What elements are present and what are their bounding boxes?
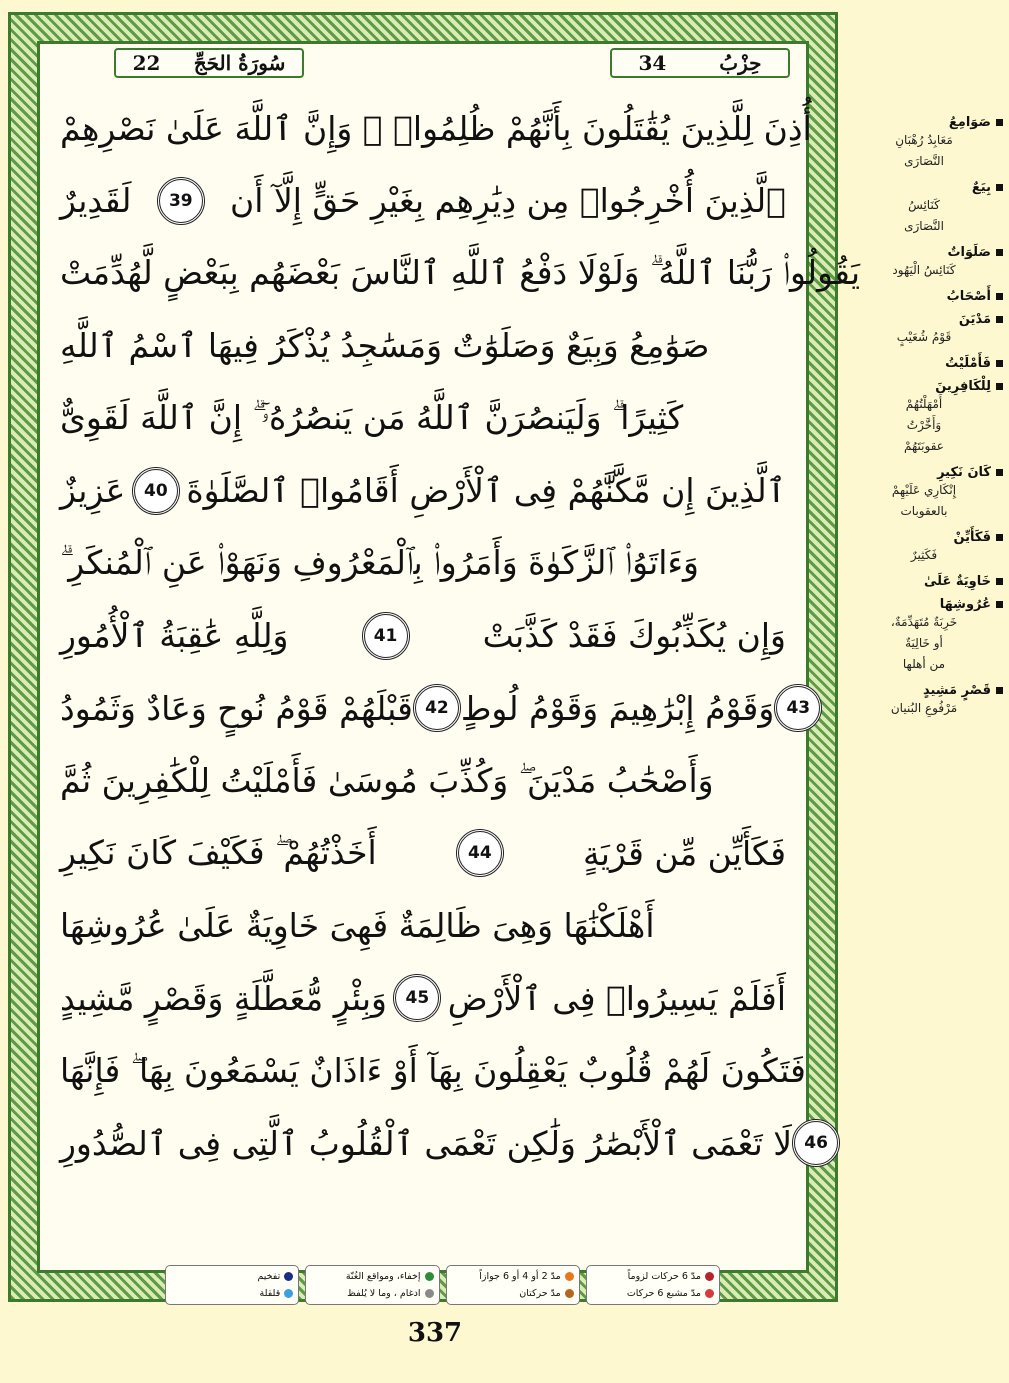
legend-label: مدّ 6 حركات لزوماً: [627, 1271, 701, 1282]
line-text: صَوَٰمِعُ وَبِيَعٌ وَصَلَوَٰتٌ وَمَسَٰجِدُ يُذْكَرُ فِيهَا ٱسْمُ ٱللَّهِ: [60, 326, 710, 366]
quran-text: [60, 92, 861, 1180]
line-text: أُذِنَ لِلَّذِينَ يُقَٰتَلُونَ بِأَنَّهُمْ ظُلِمُوا۟ ۚ وَإِنَّ ٱللَّهَ عَلَىٰ نَصْرِهِمْ: [60, 108, 812, 148]
glossary-entry: [845, 574, 1003, 589]
glossary-term: قَصْرٍ مَشِيدٍ: [845, 683, 1003, 698]
color-dot-icon: [565, 1272, 574, 1281]
line-text: أَهْلَكْنَٰهَا وَهِىَ ظَالِمَةٌ فَهِىَ خَاوِيَةٌ عَلَىٰ عُرُوشِهَا: [60, 906, 655, 946]
glossary-definition: كَنَائِسُ الْيَهُود: [892, 263, 956, 277]
legend-item: [311, 1271, 433, 1282]
ayah-line: [60, 92, 812, 165]
ayah-line: [60, 310, 786, 383]
surah-header: [114, 48, 304, 78]
line-text: قَبْلَهُمْ قَوْمُ نُوحٍ وَعَادٌ وَثَمُودُ: [60, 688, 413, 728]
ayah-number-marker: 41: [362, 612, 410, 660]
glossary-definition: مَرْفُوعِ البُنيان: [890, 701, 958, 715]
ayah-line: [60, 165, 786, 238]
line-text: وَقَوْمُ إِبْرَٰهِيمَ وَقَوْمُ لُوطٍ: [460, 688, 775, 728]
glossary-definition: خَرِبَةٌ مُتَهَدِّمَةٌ، أو خَالِيَةٌ من أهلها: [890, 615, 958, 671]
legend-column: [586, 1265, 720, 1305]
line-text: لَقَدِيرٌ: [60, 181, 132, 221]
legend-column: [446, 1265, 580, 1305]
legend-column: [165, 1265, 299, 1305]
color-dot-icon: [425, 1289, 434, 1298]
glossary-sidebar: [845, 115, 1003, 727]
ayah-number-marker: 45: [393, 974, 441, 1022]
hizb-label: حِزْبُ: [719, 51, 762, 75]
glossary-definition: مَعَابِدُ رُهْبَانِ النَّصَارَى: [895, 133, 953, 168]
glossary-definition: قَوْمُ شُعَيْبٍ: [896, 330, 952, 344]
color-dot-icon: [284, 1272, 293, 1281]
ayah-number-marker: 44: [456, 829, 504, 877]
line-text: ٱلَّذِينَ أُخْرِجُوا۟ مِن دِيَٰرِهِم بِغَيْرِ حَقٍّ إِلَّآ أَن: [230, 181, 786, 221]
glossary-term: مَدْيَنَ: [845, 312, 1003, 327]
ayah-line: [60, 455, 786, 528]
glossary-entry: [845, 465, 1003, 522]
glossary-term: كَانَ نَكِيرِ: [845, 465, 1003, 480]
glossary-term: فَأَمْلَيْتُ: [845, 356, 1003, 371]
line-text: وَءَاتَوُا۟ ٱلزَّكَوٰةَ وَأَمَرُوا۟ بِٱلْمَعْرُوفِ وَنَهَوْا۟ عَنِ ٱلْمُنكَرِ ۗ: [60, 543, 699, 583]
color-dot-icon: [705, 1289, 714, 1298]
glossary-term: خَاوِيَةٌ عَلَىٰ: [845, 574, 1003, 589]
ayah-line: [60, 237, 861, 310]
legend-label: إخفاء، ومواقع الغُنّة: [345, 1271, 421, 1282]
line-text: عَزِيزٌ: [60, 471, 126, 511]
ayah-number-marker: 40: [132, 467, 180, 515]
glossary-definition: أَمْهَلْتُهُمْ وَأَخَّرْتُ عقوبَتَهُمْ: [904, 397, 944, 453]
ayah-line: [60, 962, 786, 1035]
glossary-entry: [845, 180, 1003, 237]
glossary-term: أَصْحَابُ: [845, 289, 1003, 304]
glossary-term: لِلْكَافِرِينَ: [845, 379, 1003, 394]
color-dot-icon: [425, 1272, 434, 1281]
legend-item: [171, 1271, 293, 1282]
line-text: أَفَلَمْ يَسِيرُوا۟ فِى ٱلْأَرْضِ: [447, 978, 786, 1018]
page-header: [40, 44, 806, 84]
glossary-definition: كَنَائِسُ النَّصَارَى: [904, 198, 944, 233]
surah-number: 22: [132, 51, 161, 75]
legend-item: [452, 1271, 574, 1282]
legend-item: [592, 1288, 714, 1299]
line-text: وَأَصْحَٰبُ مَدْيَنَ ۖ وَكُذِّبَ مُوسَىٰ فَأَمْلَيْتُ لِلْكَٰفِرِينَ ثُمَّ: [60, 760, 714, 800]
page-number: 337: [407, 1318, 463, 1348]
glossary-definition: فَكَثِيرٌ: [910, 548, 938, 562]
ayah-line: [60, 1035, 806, 1108]
tajweed-legend: [165, 1265, 720, 1305]
hizb-header: [610, 48, 790, 78]
line-text: فَتَكُونَ لَهُمْ قُلُوبٌ يَعْقِلُونَ بِهَآ أَوْ ءَاذَانٌ يَسْمَعُونَ بِهَا ۖ فَإِنَّهَا: [60, 1050, 806, 1090]
ayah-line: [60, 817, 786, 890]
glossary-entry: [845, 597, 1003, 675]
glossary-entry: [845, 356, 1003, 371]
legend-item: [311, 1288, 433, 1299]
legend-label: مدّ 2 أو 4 أو 6 جوازاً: [479, 1271, 561, 1282]
legend-label: ادغام ، وما لا يُلفظ: [347, 1288, 421, 1299]
legend-label: تفخيم: [257, 1271, 281, 1282]
glossary-entry: [845, 245, 1003, 281]
ayah-line: [60, 600, 786, 673]
glossary-term: صَوَامِعُ: [845, 115, 1003, 130]
ayah-line: [60, 1107, 828, 1180]
glossary-entry: [845, 379, 1003, 457]
glossary-entry: [845, 289, 1003, 304]
color-dot-icon: [705, 1272, 714, 1281]
glossary-term: فَكَأَيِّنْ: [845, 530, 1003, 545]
line-text: ٱلَّذِينَ إِن مَّكَّنَّٰهُمْ فِى ٱلْأَرْضِ أَقَامُوا۟ ٱلصَّلَوٰةَ: [186, 471, 786, 511]
glossary-entry: [845, 312, 1003, 348]
line-text: يَقُولُوا۟ رَبُّنَا ٱللَّهُ ۗ وَلَوْلَا دَفْعُ ٱللَّهِ ٱلنَّاسَ بَعْضَهُم بِبَعْضٍ لَّهُدِّمَتْ: [60, 253, 861, 293]
legend-column: [305, 1265, 439, 1305]
ayah-number-marker: 43: [774, 684, 822, 732]
line-text: وَإِن يُكَذِّبُوكَ فَقَدْ كَذَّبَتْ: [482, 616, 786, 656]
legend-item: [171, 1288, 293, 1299]
line-text: وَلِلَّهِ عَٰقِبَةُ ٱلْأُمُورِ: [60, 616, 289, 656]
line-text: فَكَأَيِّن مِّن قَرْيَةٍ: [583, 833, 786, 873]
line-text: وَبِئْرٍ مُّعَطَّلَةٍ وَقَصْرٍ مَّشِيدٍ: [60, 978, 387, 1018]
glossary-term: عُرُوشِهَا: [845, 597, 1003, 612]
ayah-number-marker: 46: [792, 1119, 840, 1167]
legend-item: [452, 1288, 574, 1299]
ayah-line: [60, 672, 811, 745]
legend-label: مدّ مشبع 6 حركات: [626, 1288, 701, 1299]
glossary-entry: [845, 683, 1003, 719]
color-dot-icon: [565, 1289, 574, 1298]
ayah-line: [60, 527, 786, 600]
ayah-number-marker: 42: [413, 684, 461, 732]
glossary-term: صَلَوَاتٌ: [845, 245, 1003, 260]
glossary-entry: [845, 115, 1003, 172]
ayah-line: [60, 745, 786, 818]
glossary-definition: إِنْكَارِي عَلَيْهِمْ بالعقوبات: [891, 483, 957, 518]
ayah-line: [60, 382, 786, 455]
color-dot-icon: [284, 1289, 293, 1298]
ayah-number-marker: 39: [157, 177, 205, 225]
glossary-entry: [845, 530, 1003, 566]
line-text: أَخَذْتُهُمْ ۖ فَكَيْفَ كَانَ نَكِيرِ: [60, 833, 377, 873]
legend-item: [592, 1271, 714, 1282]
surah-label: سُورَةُ الحَجِّ: [193, 51, 286, 75]
hizb-number: 34: [638, 51, 667, 75]
legend-label: قلقلة: [259, 1288, 281, 1299]
legend-label: مدّ حركتان: [519, 1288, 561, 1299]
line-text: كَثِيرًا ۗ وَلَيَنصُرَنَّ ٱللَّهُ مَن يَنصُرُهُۥٓ ۗ إِنَّ ٱللَّهَ لَقَوِىٌّ: [60, 398, 684, 438]
ayah-line: [60, 890, 786, 963]
line-text: لَا تَعْمَى ٱلْأَبْصَٰرُ وَلَٰكِن تَعْمَى ٱلْقُلُوبُ ٱلَّتِى فِى ٱلصُّدُورِ: [60, 1123, 793, 1163]
glossary-term: بِيَعٌ: [845, 180, 1003, 195]
